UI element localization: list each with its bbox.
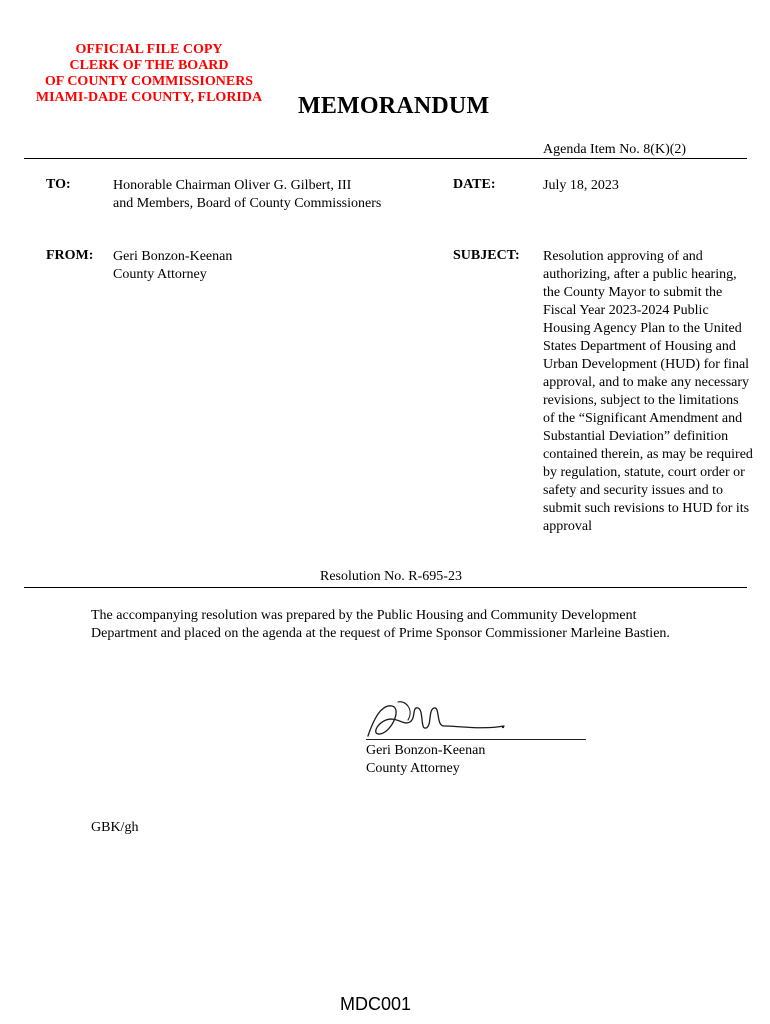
signer-title: County Attorney bbox=[366, 761, 460, 776]
stamp-line-4: MIAMI-DADE COUNTY, FLORIDA bbox=[35, 90, 263, 105]
date-value: July 18, 2023 bbox=[543, 178, 619, 193]
to-label: TO: bbox=[46, 177, 71, 192]
to-line-1: Honorable Chairman Oliver G. Gilbert, III bbox=[113, 178, 352, 193]
from-line-1: Geri Bonzon-Keenan bbox=[113, 249, 233, 264]
from-sender bbox=[113, 248, 232, 284]
signer-block bbox=[366, 742, 485, 778]
date-label: DATE: bbox=[453, 177, 496, 192]
from-line-2: County Attorney bbox=[113, 267, 207, 282]
to-line-2: and Members, Board of County Commissioners bbox=[113, 196, 382, 211]
subject-label: SUBJECT: bbox=[453, 248, 520, 263]
body-paragraph: The accompanying resolution was prepared by the Public Housing and Community Development Department and placed on the agenda at the request of Prime Sponsor Commissioner Marleine Bastien. bbox=[91, 608, 670, 641]
agenda-item-number: Agenda Item No. 8(K)(2) bbox=[543, 142, 687, 157]
stamp-line-2: CLERK OF THE BOARD bbox=[69, 58, 229, 73]
page-footer-code: MDC001 bbox=[340, 994, 412, 1014]
from-label: FROM: bbox=[46, 248, 94, 263]
signer-name: Geri Bonzon-Keenan bbox=[366, 743, 486, 758]
stamp-line-3: OF COUNTY COMMISSIONERS bbox=[44, 74, 254, 89]
to-recipient bbox=[113, 177, 381, 213]
resolution-number: Resolution No. R-695-23 bbox=[320, 569, 462, 584]
body-rule bbox=[24, 587, 747, 588]
typist-initials: GBK/gh bbox=[91, 820, 139, 835]
header-rule bbox=[24, 158, 747, 159]
signature-icon bbox=[362, 696, 542, 742]
subject-text: Resolution approving of and authorizing, after a public hearing, the County Mayor to submit the Fiscal Year 2023-2024 Public Housing Agency Plan to the United States Department of Housing and Urban Development (HUD) for final approval, and to make any necessary revisions, subject to the limitations of the “Significant Amendment and Substantial Deviation” definition contained therein, as may be required by regulation, statute, court order or safety and security issues and to submit such revisions to HUD for its approval bbox=[543, 249, 753, 534]
signature-line bbox=[366, 739, 586, 740]
memo-title: MEMORANDUM bbox=[298, 93, 490, 119]
official-file-copy-stamp bbox=[20, 42, 278, 106]
stamp-line-1: OFFICIAL FILE COPY bbox=[75, 42, 223, 57]
